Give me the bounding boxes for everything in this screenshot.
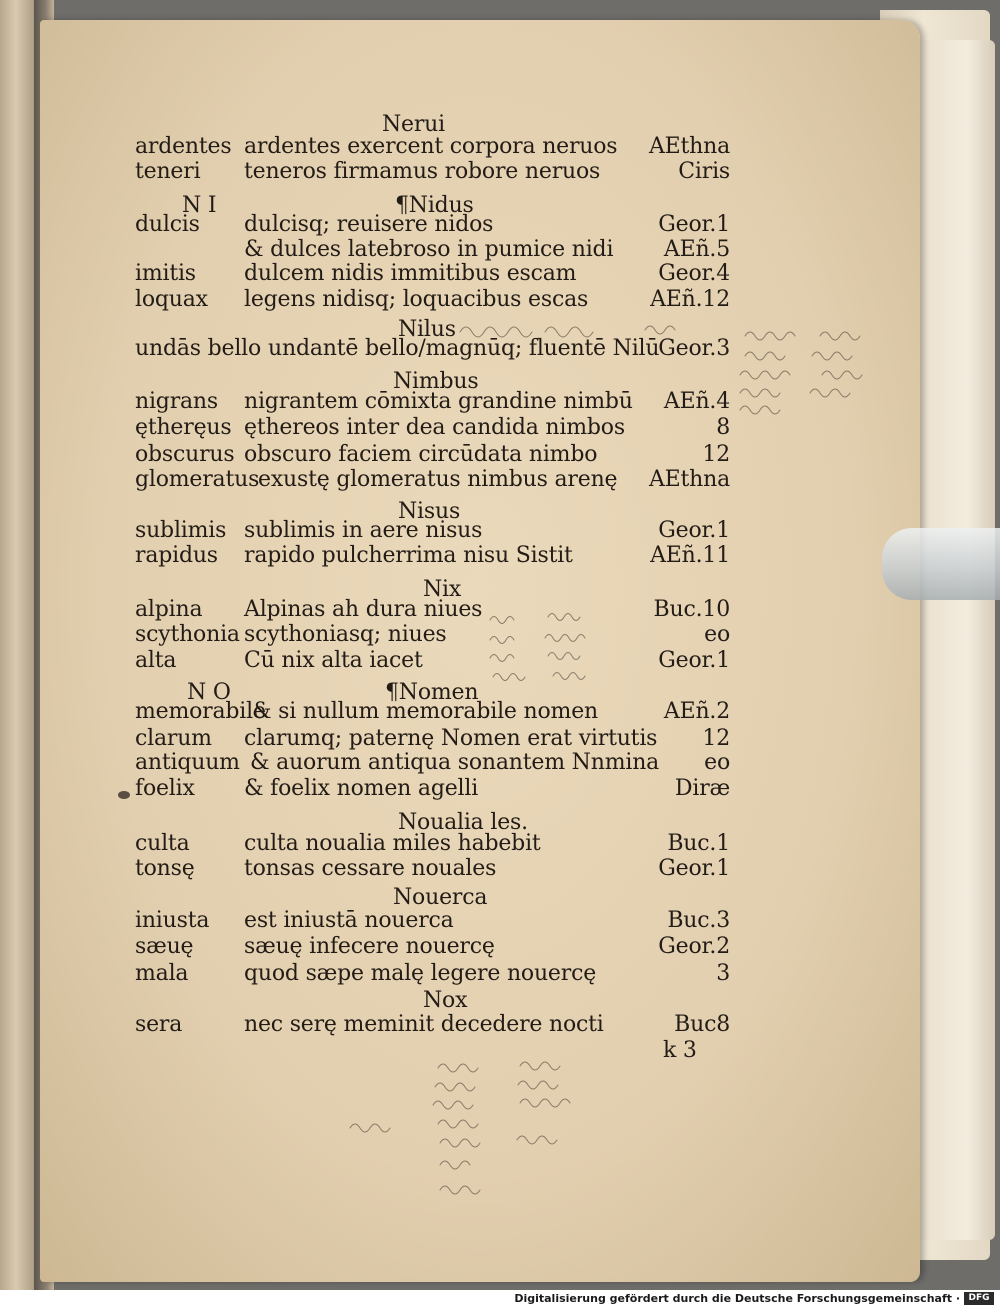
- entry-quote: & auorum antiqua sonantem Nnmina: [250, 750, 660, 775]
- entry-reference: AEñ.5: [663, 237, 730, 262]
- entry-word: foelix: [135, 776, 195, 801]
- entry-reference: 12: [702, 442, 730, 467]
- entry-quote: undantē bello/magnūq; fluentē Nilū: [268, 336, 660, 361]
- dfg-logo: DFG: [964, 1292, 994, 1305]
- entry-quote: & dulces latebroso in pumice nidi: [244, 237, 614, 262]
- entry-reference: Buc.1: [667, 831, 730, 856]
- entry-word: ętheręus: [135, 415, 232, 440]
- entry-reference: AEñ.2: [663, 699, 730, 724]
- entry-reference: 8: [716, 415, 730, 440]
- entry-reference: eo: [704, 622, 730, 647]
- entry-reference: Geor.1: [658, 648, 730, 673]
- entry-word: rapidus: [135, 543, 218, 568]
- entry-quote: dulcisq; reuisere nidos: [244, 212, 494, 237]
- heading-nerui: Nerui: [382, 112, 445, 137]
- heading-nomen: ¶Nomen: [385, 680, 479, 705]
- entry-reference: Geor.3: [658, 336, 730, 361]
- entry-quote: & si nullum memorabile nomen: [252, 699, 598, 724]
- entry-word: clarum: [135, 726, 212, 751]
- signature-mark: k 3: [663, 1038, 697, 1063]
- entry-reference: 3: [716, 961, 730, 986]
- entry-word: dulcis: [135, 212, 200, 237]
- entry-quote: legens nidisq; loquacibus escas: [244, 287, 589, 312]
- entry-reference: eo: [704, 750, 730, 775]
- entry-word: culta: [135, 831, 190, 856]
- entry-word: teneri: [135, 159, 201, 184]
- entry-quote: Cū nix alta iacet: [244, 648, 423, 673]
- entry-word: loquax: [135, 287, 208, 312]
- entry-word: undās bello: [135, 336, 262, 361]
- entry-reference: Diræ: [674, 776, 730, 801]
- heading-nidus: ¶Nidus: [395, 193, 474, 218]
- heading-no: N O: [187, 680, 231, 705]
- entry-quote: quod sæpe malę legere nouercę: [244, 961, 597, 986]
- entry-word: alpina: [135, 597, 203, 622]
- entry-reference: Buc.10: [653, 597, 730, 622]
- entry-word: iniusta: [135, 908, 210, 933]
- entry-word: glomeratus: [135, 467, 260, 492]
- entry-reference: AEthna: [648, 134, 730, 159]
- entry-quote: exustę glomeratus nimbus arenę: [258, 467, 618, 492]
- entry-quote: sublimis in aere nisus: [244, 518, 483, 543]
- entry-word: sera: [135, 1012, 183, 1037]
- entry-reference: 12: [702, 726, 730, 751]
- entry-reference: Geor.1: [658, 212, 730, 237]
- entry-reference: AEñ.4: [663, 389, 730, 414]
- entry-quote: scythoniasq; niues: [244, 622, 447, 647]
- entry-word: mala: [135, 961, 189, 986]
- entry-word: sæuę: [135, 934, 194, 959]
- entry-quote: tonsas cessare nouales: [244, 856, 497, 881]
- entry-word: nigrans: [135, 389, 218, 414]
- entry-reference: Geor.1: [658, 518, 730, 543]
- entry-quote: ardentes exercent corpora neruos: [244, 134, 618, 159]
- entry-word: tonsę: [135, 856, 195, 881]
- entry-reference: Geor.2: [658, 934, 730, 959]
- heading-ni: N I: [182, 193, 217, 218]
- heading-nix: Nix: [423, 577, 462, 602]
- entry-quote: obscuro faciem circūdata nimbo: [244, 442, 598, 467]
- heading-nouerca: Nouerca: [393, 885, 488, 910]
- entry-reference: Buc8: [674, 1012, 730, 1037]
- entry-quote: dulcem nidis immitibus escam: [244, 261, 577, 286]
- entry-reference: Geor.4: [658, 261, 730, 286]
- entry-quote: rapido pulcherrima nisu Sistit: [244, 543, 573, 568]
- entry-word: obscurus: [135, 442, 235, 467]
- heading-nimbus: Nimbus: [393, 369, 479, 394]
- entry-reference: Geor.1: [658, 856, 730, 881]
- entry-word: alta: [135, 648, 177, 673]
- entry-reference: AEñ.11: [650, 543, 730, 568]
- entry-quote: & foelix nomen agelli: [244, 776, 479, 801]
- entry-word: scythonia: [135, 622, 240, 647]
- entry-quote: culta noualia miles habebit: [244, 831, 541, 856]
- heading-nilus: Nilus: [398, 317, 456, 342]
- entry-reference: AEthna: [648, 467, 730, 492]
- entry-word: ardentes: [135, 134, 232, 159]
- entry-quote: nec serę meminit decedere nocti: [244, 1012, 604, 1037]
- entry-quote: teneros firmamus robore neruos: [244, 159, 601, 184]
- entry-quote: est iniustā nouerca: [244, 908, 454, 933]
- entry-quote: Alpinas ah dura niues: [244, 597, 483, 622]
- page-clip: [882, 528, 1000, 600]
- heading-nisus: Nisus: [398, 499, 461, 524]
- entry-word: memorabile: [135, 699, 266, 724]
- entry-quote: clarumq; paternę Nomen erat virtutis: [244, 726, 658, 751]
- entry-reference: Ciris: [678, 159, 730, 184]
- entry-quote: ęthereos inter dea candida nimbos: [244, 415, 625, 440]
- entry-word: antiquum: [135, 750, 240, 775]
- footer-credit: Digitalisierung gefördert durch die Deutsche Forschungsgemeinschaft ·: [514, 1292, 960, 1305]
- entry-word: imitis: [135, 261, 196, 286]
- entry-quote: nigrantem cōmixta grandine nimbū: [244, 389, 633, 414]
- entry-reference: Buc.3: [667, 908, 730, 933]
- entry-word: sublimis: [135, 518, 227, 543]
- entry-quote: sæuę infecere nouercę: [244, 934, 495, 959]
- entry-reference: AEñ.12: [650, 287, 730, 312]
- heading-nox: Nox: [423, 988, 468, 1013]
- heading-noualia: Noualia les.: [398, 810, 528, 835]
